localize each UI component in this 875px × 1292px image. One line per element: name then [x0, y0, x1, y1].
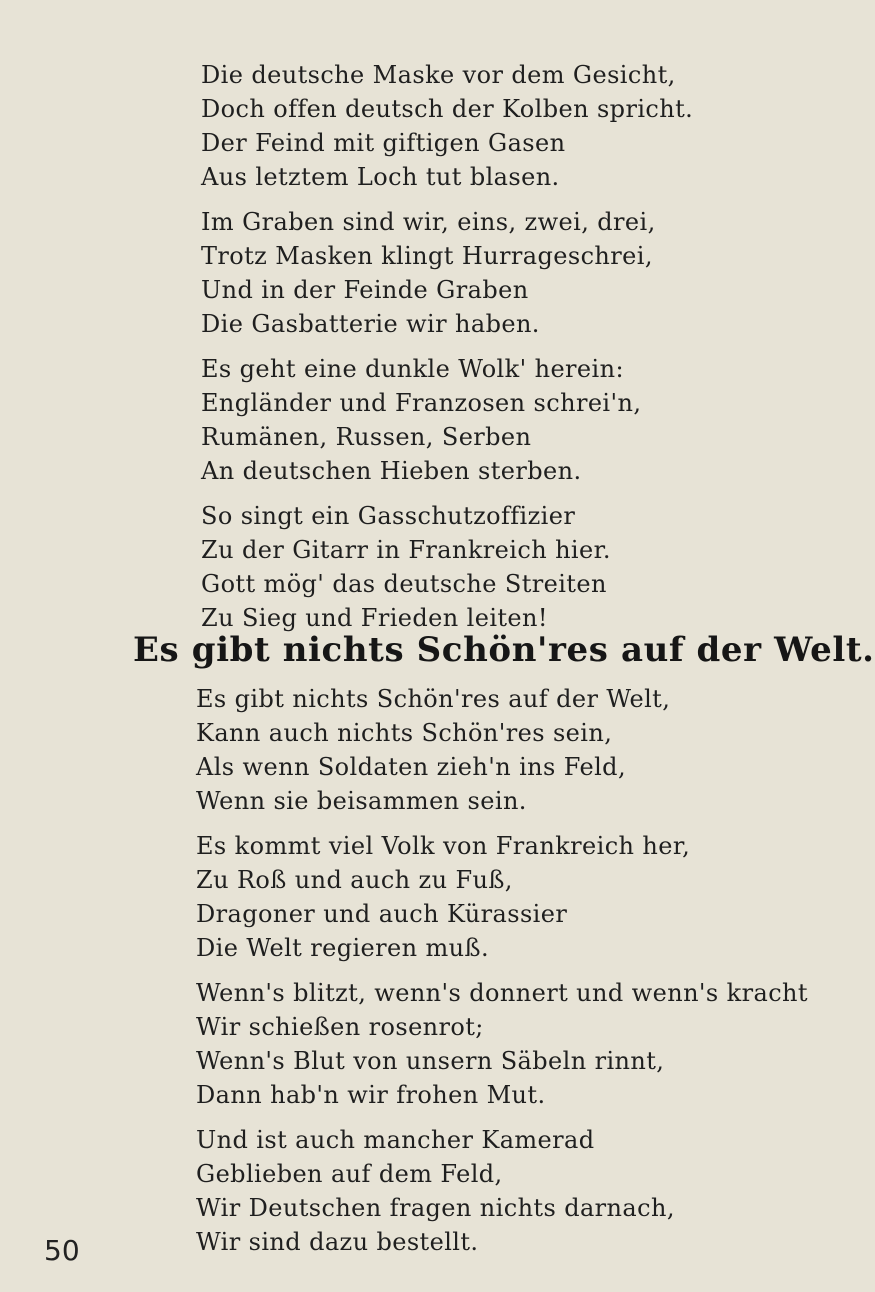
- verse-line: Im Graben sind wir, eins, zwei, drei,: [201, 208, 656, 236]
- verse-line: Wenn's Blut von unsern Säbeln rinnt,: [196, 1047, 665, 1075]
- verse-line: Dragoner und auch Kürassier: [196, 900, 568, 928]
- verse-line: Geblieben auf dem Feld,: [196, 1160, 503, 1188]
- stanza: [196, 829, 776, 965]
- verse-line: An deutschen Hieben sterben.: [201, 457, 582, 485]
- verse-line: Trotz Masken klingt Hurrageschrei,: [201, 242, 653, 270]
- stanza: [196, 682, 776, 818]
- verse-line: Und in der Feinde Graben: [201, 276, 529, 304]
- verse-line: Es geht eine dunkle Wolk' herein:: [201, 355, 624, 383]
- verse-line: Rumänen, Russen, Serben: [201, 423, 532, 451]
- verse-line: Wenn's blitzt, wenn's donnert und wenn's kracht: [196, 979, 808, 1007]
- poem-title: Es gibt nichts Schön'res auf der Welt.: [133, 630, 875, 670]
- verse-line: Wenn sie beisammen sein.: [196, 787, 527, 815]
- stanza: [201, 352, 781, 488]
- page-number: 50: [44, 1234, 80, 1267]
- stanza: [196, 976, 808, 1112]
- stanza: [201, 58, 781, 194]
- verse-line: Kann auch nichts Schön'res sein,: [196, 719, 613, 747]
- verse-line: Zu Sieg und Frieden leiten!: [201, 604, 548, 632]
- verse-line: So singt ein Gasschutzoffizier: [201, 502, 576, 530]
- verse-line: Doch offen deutsch der Kolben spricht.: [201, 95, 694, 123]
- verse-line: Die deutsche Maske vor dem Gesicht,: [201, 61, 676, 89]
- verse-line: Der Feind mit giftigen Gasen: [201, 129, 566, 157]
- verse-line: Wir schießen rosenrot;: [196, 1013, 484, 1041]
- verse-line: Wir Deutschen fragen nichts darnach,: [196, 1194, 675, 1222]
- verse-line: Zu Roß und auch zu Fuß,: [196, 866, 513, 894]
- stanza: [201, 205, 781, 341]
- poem-body: [196, 682, 808, 1270]
- verse-line: Es gibt nichts Schön'res auf der Welt,: [196, 685, 671, 713]
- poem-continuation: [201, 58, 781, 646]
- stanza: [201, 499, 781, 635]
- verse-line: Als wenn Soldaten zieh'n ins Feld,: [196, 753, 626, 781]
- stanza: [196, 1123, 776, 1259]
- verse-line: Die Gasbatterie wir haben.: [201, 310, 540, 338]
- verse-line: Aus letztem Loch tut blasen.: [201, 163, 560, 191]
- verse-line: Dann hab'n wir frohen Mut.: [196, 1081, 546, 1109]
- verse-line: Es kommt viel Volk von Frankreich her,: [196, 832, 691, 860]
- verse-line: Engländer und Franzosen schrei'n,: [201, 389, 642, 417]
- verse-line: Gott mög' das deutsche Streiten: [201, 570, 607, 598]
- verse-line: Und ist auch mancher Kamerad: [196, 1126, 595, 1154]
- verse-line: Zu der Gitarr in Frankreich hier.: [201, 536, 611, 564]
- verse-line: Die Welt regieren muß.: [196, 934, 489, 962]
- verse-line: Wir sind dazu bestellt.: [196, 1228, 479, 1256]
